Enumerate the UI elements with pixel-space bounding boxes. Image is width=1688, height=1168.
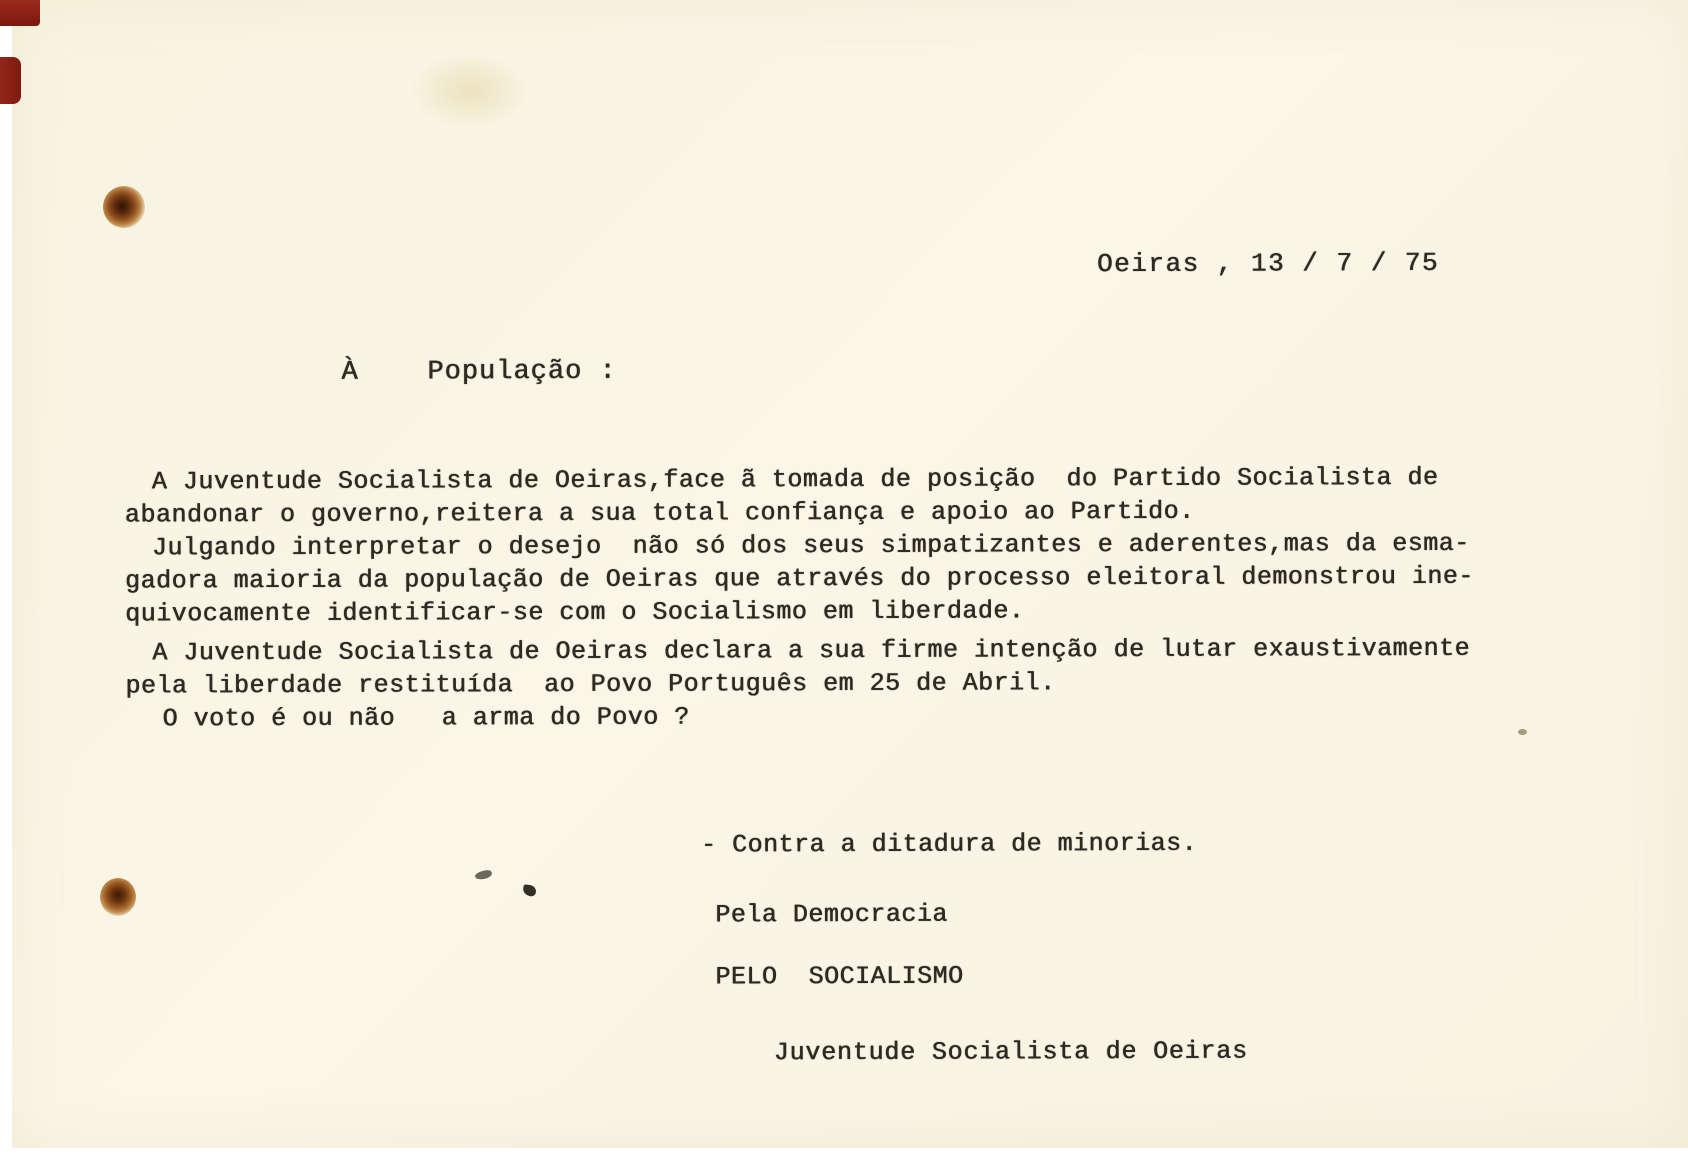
rust-spot xyxy=(103,186,145,228)
body-line: quivocamente identificar-se com o Socialismo em liberdade. xyxy=(125,596,1025,629)
body-line: pela liberdade restituída ao Povo Português em 25 de Abril. xyxy=(125,668,1056,701)
salutation: À População : xyxy=(341,356,617,388)
rust-spot xyxy=(100,878,136,916)
red-binding-mark xyxy=(0,57,21,104)
slogan-line: PELO SOCIALISMO xyxy=(715,961,964,992)
date-line: Oeiras , 13 / 7 / 75 xyxy=(1096,247,1440,280)
body-line: abandonar o governo,reitera a sua total confiança e apoio ao Partido. xyxy=(124,496,1195,530)
body-line: A Juventude Socialista de Oeiras,face ã tomada de posição do Partido Socialista de xyxy=(151,462,1439,497)
slogan-line: - Contra a ditadura de minorias. xyxy=(700,828,1198,860)
slogan-line: Pela Democracia xyxy=(715,899,948,930)
body-line: A Juventude Socialista de Oeiras declara a sua firme intenção de lutar exaustivamente xyxy=(152,633,1471,668)
red-binding-mark xyxy=(0,0,40,26)
paper-speck xyxy=(1518,729,1527,735)
signature-line: Juventude Socialista de Oeiras xyxy=(773,1036,1248,1068)
typewritten-text-layer xyxy=(10,0,1688,1151)
body-line: O voto é ou não a arma do Povo ? xyxy=(162,702,690,734)
paper-sheet xyxy=(12,0,1688,1148)
body-line: Julgando interpretar o desejo não só dos seus simpatizantes e aderentes,mas da esma- xyxy=(151,528,1470,563)
body-line: gadora maioria da população de Oeiras que através do processo eleitoral demonstrou ine- xyxy=(124,561,1474,596)
